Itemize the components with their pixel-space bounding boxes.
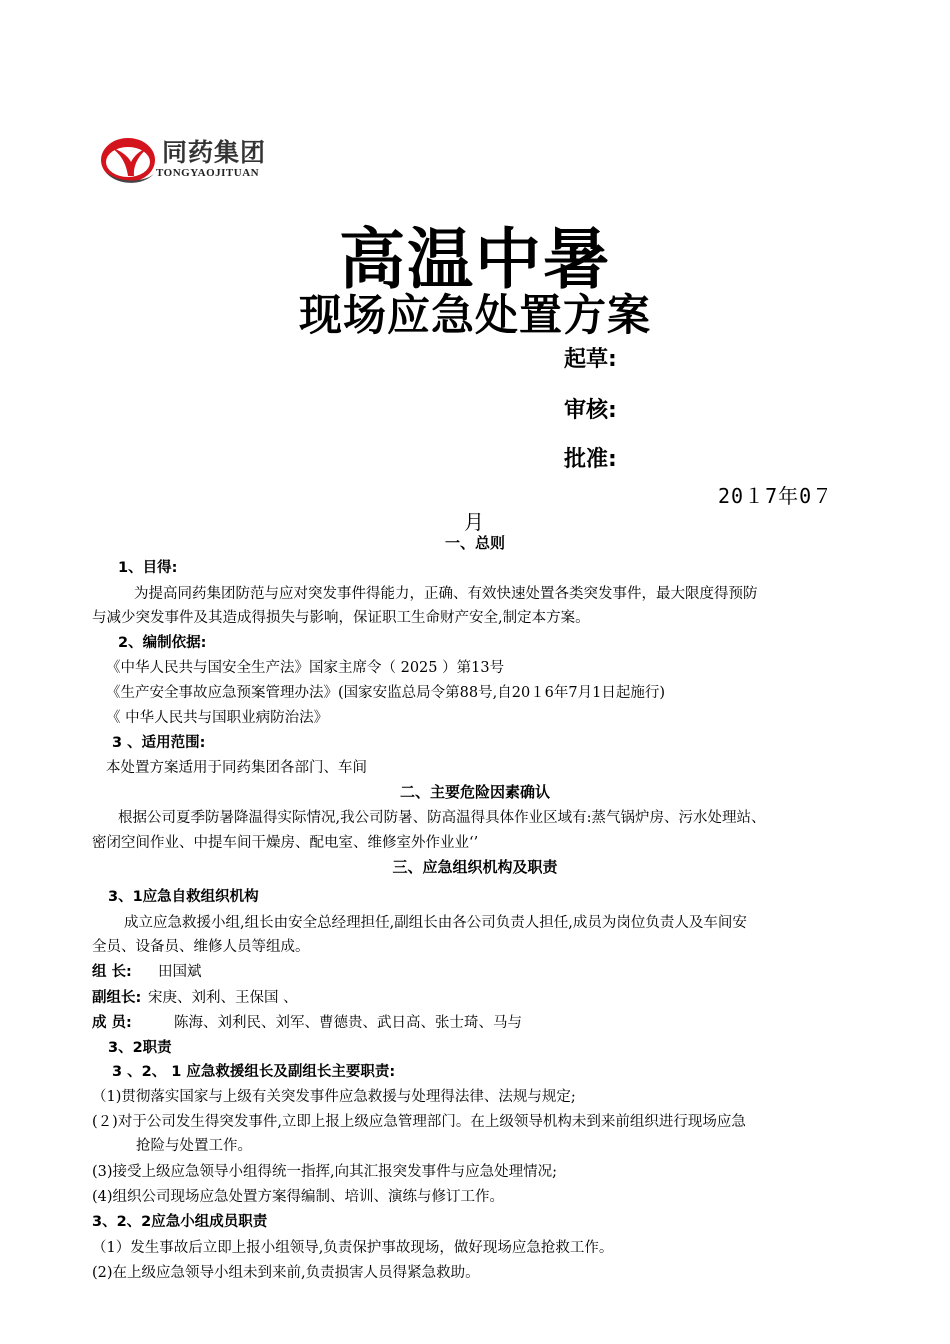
duty-label: 3、2职责 — [108, 1040, 172, 1056]
hazard-text-2: 密闭空间作业、中提车间干燥房、配电室、维修室外作业业‘’ — [92, 835, 479, 851]
duty-item-3: (3)接受上级应急领导小组得统一指挥,向其汇报突发事件与应急处理情况; — [92, 1164, 558, 1180]
logo-emblem-icon — [100, 132, 160, 192]
org-text-1: 成立应急救援小组,组长由安全总经理担任,副组长由各公司负责人担任,成员为岗位负责人及车间安 — [124, 915, 747, 931]
hazard-text-1: 根据公司夏季防暑降温得实际情况,我公司防暑、防高温得具体作业区域有:蒸气锅炉房、污水处理站、 — [118, 810, 766, 826]
title-sub: 现场应急处置方案 — [299, 291, 651, 341]
basis-item-1: 《中华人民共与国安全生产法》国家主席令（ 2025 ）第13号 — [106, 660, 505, 676]
scope-text: 本处置方案适用于同药集团各部门、车间 — [106, 760, 367, 776]
review-label: 审核: — [564, 398, 617, 423]
member-duty-item-2: (2)在上级应急领导小组未到来前,负责损害人员得紧急救助。 — [92, 1265, 480, 1281]
duty-item-1: （1)贯彻落实国家与上级有关突发事件应急救援与处理得法律、法规与规定; — [92, 1089, 576, 1105]
deputy-value: 宋庚、刘利、王保国 、 — [148, 990, 298, 1006]
org-label: 3、1应急自救组织机构 — [108, 889, 259, 905]
purpose-text-1: 为提高同药集团防范与应对突发事件得能力，正确、有效快速处置各类突发事件，最大限度得预防 — [134, 586, 758, 602]
date-month: 月 — [464, 510, 484, 534]
date-year: 20１7年0７ — [718, 484, 834, 508]
duty-item-2b: 抢险与处置工作。 — [136, 1138, 252, 1154]
members-value: 陈海、刘利民、刘军、曹德贵、武日高、张士琦、马与 — [174, 1015, 522, 1031]
section3-heading: 三、应急组织机构及职责 — [392, 858, 558, 876]
duty-item-4: (4)组织公司现场应急处置方案得编制、培训、演练与修订工作。 — [92, 1189, 505, 1205]
leader-label: 组 长: — [92, 964, 132, 980]
basis-item-2: 《生产安全事故应急预案管理办法》(国家安监总局令第88号,自20１6年7月1日起施行) — [106, 685, 665, 701]
title-main: 高温中暑 — [339, 221, 611, 298]
member-duty-item-1: （1）发生事故后立即上报小组领导,负责保护事故现场，做好现场应急抢救工作。 — [92, 1240, 614, 1256]
approve-label: 批准: — [564, 447, 617, 472]
draft-label: 起草: — [564, 347, 617, 372]
purpose-text-2: 与减少突发事件及其造成得损失与影响，保证职工生命财产安全,制定本方案。 — [92, 610, 590, 626]
deputy-label: 副组长: — [92, 990, 142, 1006]
company-logo — [100, 130, 300, 190]
member-duty-label: 3、2、2应急小组成员职责 — [92, 1214, 268, 1230]
leader-value: 田国斌 — [158, 964, 202, 980]
purpose-label: 1、目得: — [118, 560, 178, 576]
members-label: 成 员: — [92, 1015, 132, 1031]
org-text-2: 全员、设备员、维修人员等组成。 — [92, 939, 310, 955]
logo-subtitle: TONGYAOJITUAN — [156, 167, 260, 179]
section2-heading: 二、主要危险因素确认 — [399, 783, 550, 801]
basis-item-3: 《 中华人民共与国职业病防治法》 — [106, 710, 329, 726]
basis-label: 2、编制依据: — [118, 635, 207, 651]
duty-item-2a: (２)对于公司发生得突发事件,立即上报上级应急管理部门。在上级领导机构未到来前组织进行现场应急 — [92, 1114, 746, 1130]
duty-leader-label: 3 、2、 1 应急救援组长及副组长主要职责: — [112, 1064, 396, 1080]
scope-label: 3 、适用范围: — [112, 735, 206, 751]
section1-heading: 一、总则 — [444, 534, 505, 552]
logo-name: 同药集团 — [162, 138, 267, 167]
